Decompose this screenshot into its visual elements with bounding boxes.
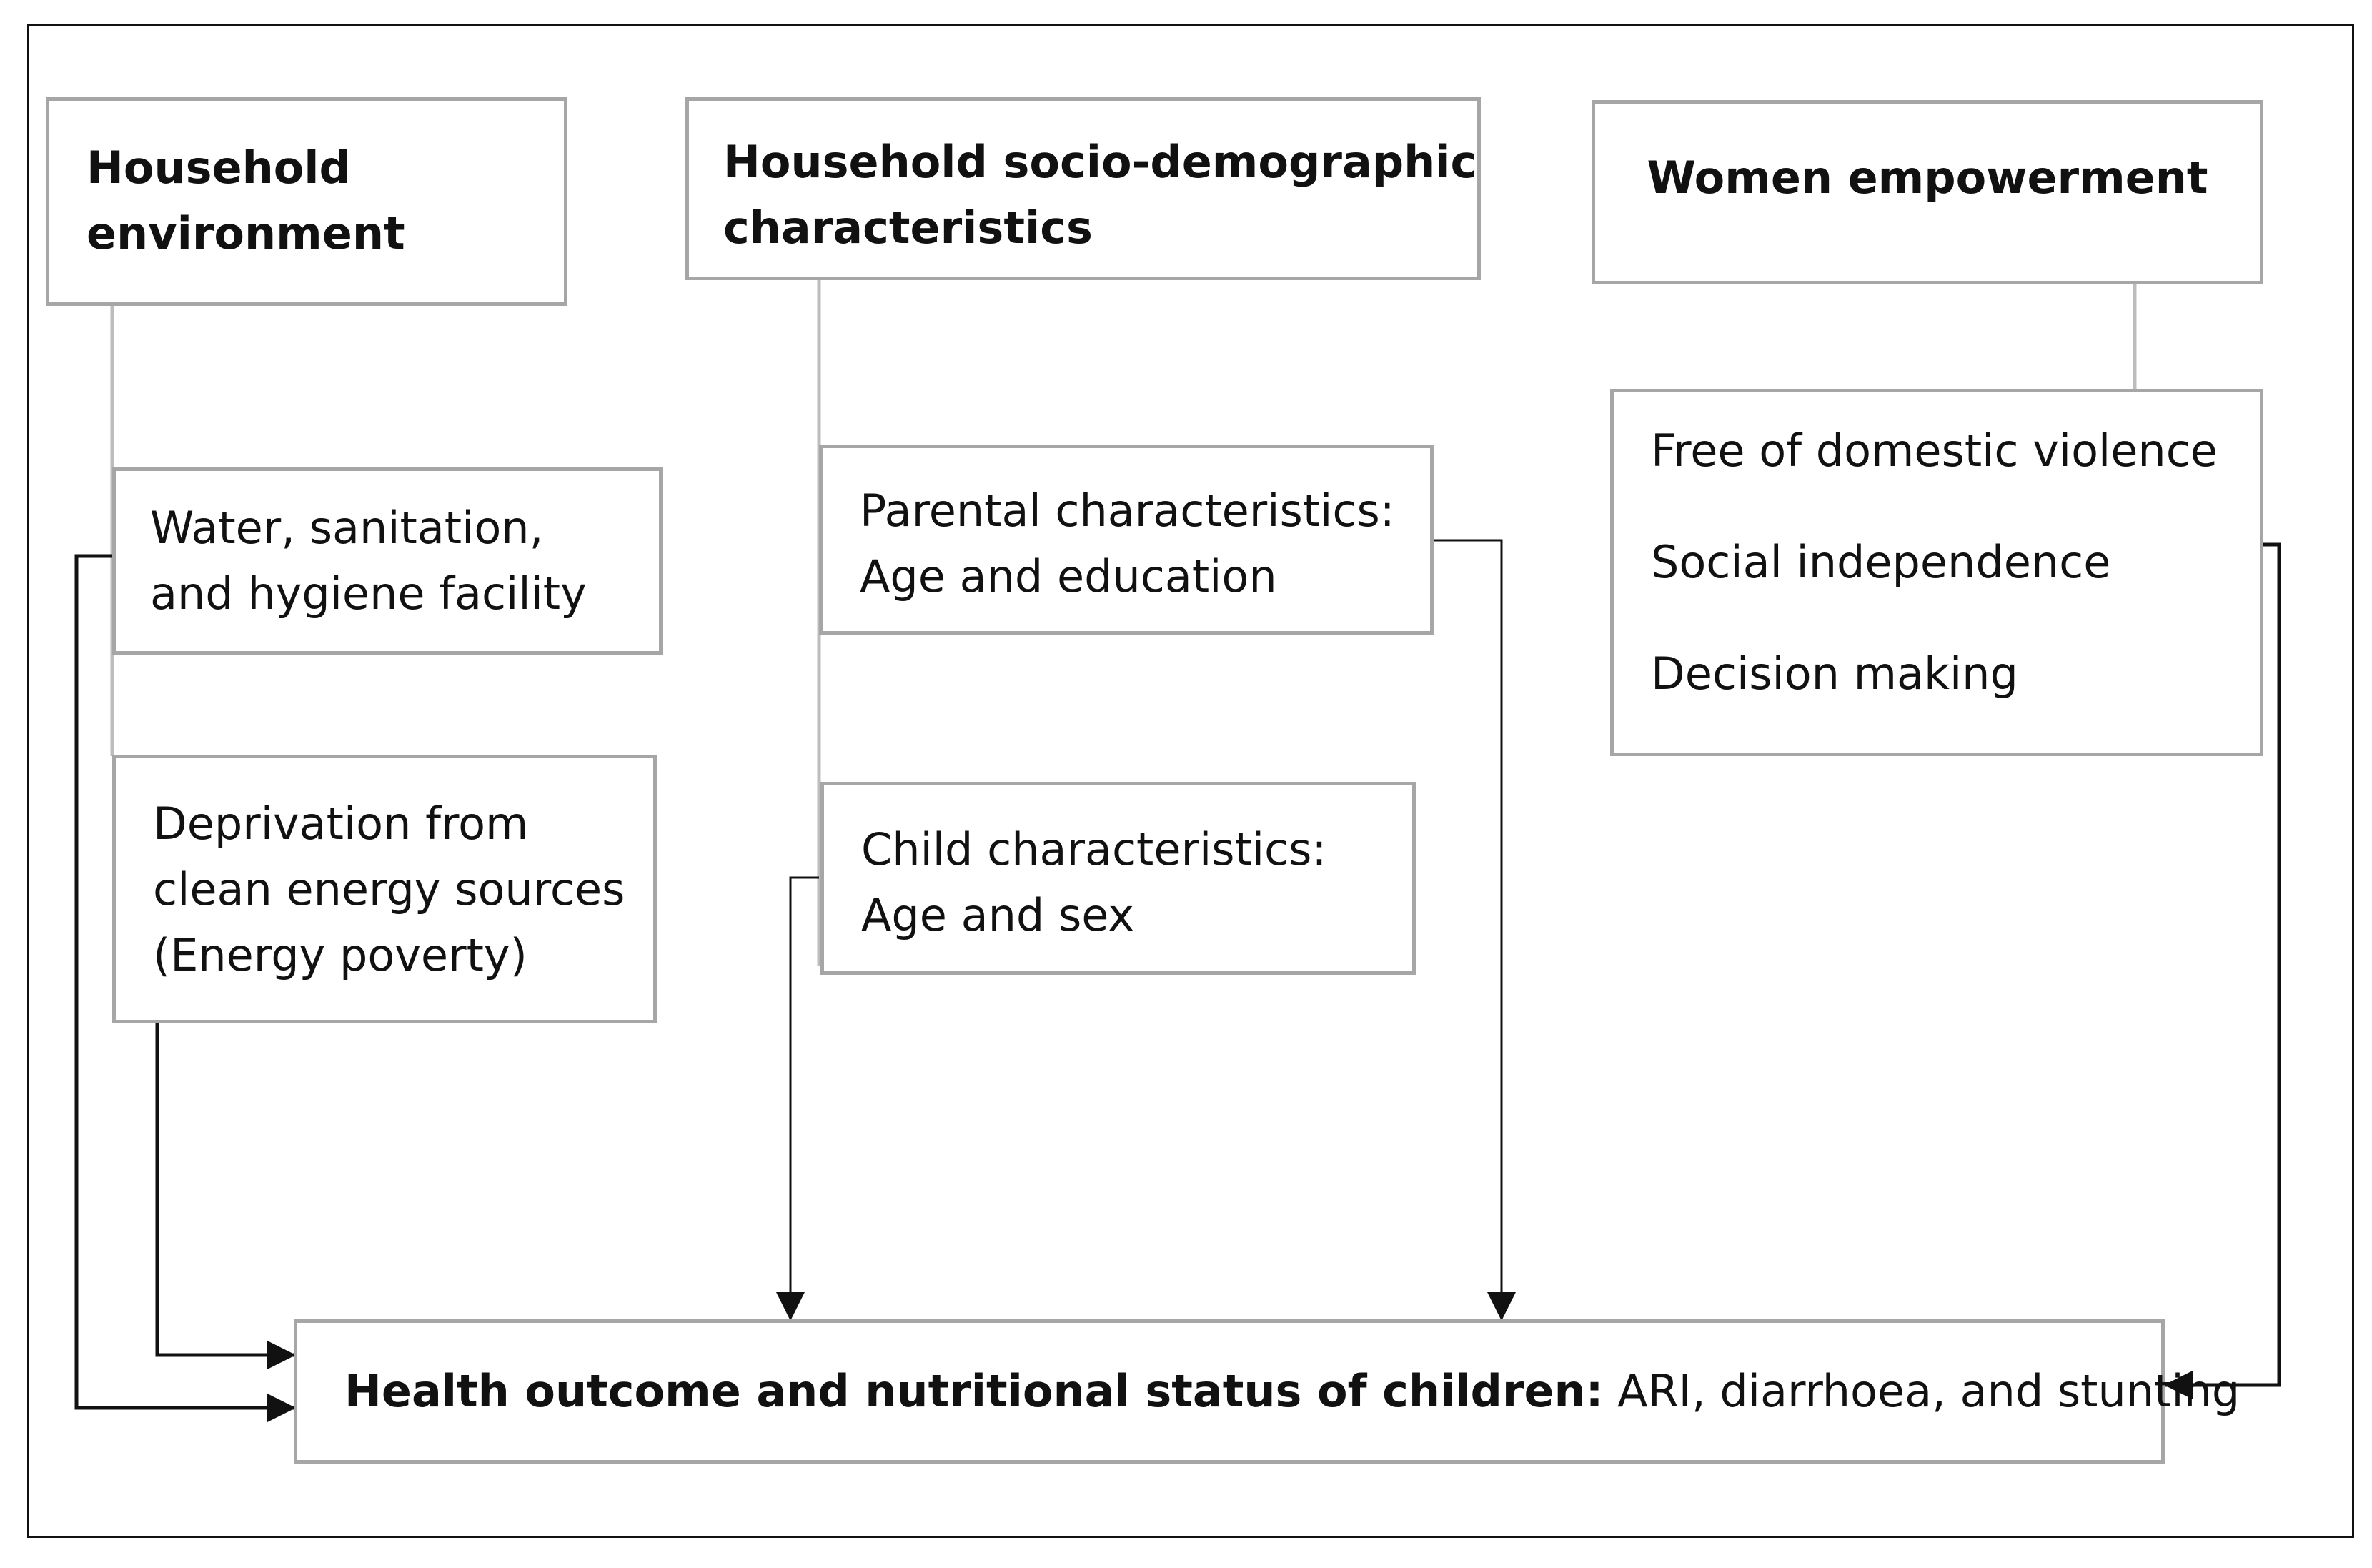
household-environment-box	[46, 97, 567, 306]
indicator-social-independence: Social independence	[1651, 536, 2111, 588]
energy-poverty-line2: clean energy sources	[153, 863, 625, 916]
household-environment-title-line1: Household	[86, 142, 351, 194]
child-characteristics-line1: Child characteristics:	[861, 823, 1327, 875]
socio-demographic-box	[685, 97, 1481, 280]
parental-characteristics-line2: Age and education	[860, 550, 1277, 602]
women-empowerment-indicators-box	[1610, 389, 2263, 756]
women-empowerment-box	[1592, 100, 2263, 284]
health-outcome-text	[344, 1359, 2240, 1424]
energy-poverty-line1: Deprivation from	[153, 798, 529, 850]
child-characteristics-box	[820, 782, 1416, 975]
health-outcome-box	[294, 1319, 2241, 1464]
parental-characteristics-box	[819, 445, 1434, 635]
wash-facility-box	[112, 467, 663, 655]
wash-facility-line2: and hygiene facility	[150, 567, 587, 620]
indicator-decision-making: Decision making	[1651, 647, 2018, 700]
energy-poverty-line3: (Energy poverty)	[153, 929, 527, 981]
energy-poverty-box	[112, 755, 657, 1023]
parental-characteristics-line1: Parental characteristics:	[860, 485, 1395, 537]
socio-demographic-title-line2: characteristics	[723, 202, 1093, 254]
child-characteristics-line2: Age and sex	[861, 889, 1135, 941]
women-empowerment-title: Women empowerment	[1647, 152, 2208, 204]
indicator-domestic-violence: Free of domestic violence	[1651, 425, 2218, 477]
health-outcome-conditions: ARI, diarrhoea, and stunting	[1603, 1365, 2241, 1417]
wash-facility-line1: Water, sanitation,	[150, 502, 544, 554]
socio-demographic-title-line1: Household socio-demographic	[723, 136, 1477, 188]
health-outcome-bold-label: Health outcome and nutritional status of children:	[344, 1365, 1604, 1417]
household-environment-title-line2: environment	[86, 207, 405, 259]
